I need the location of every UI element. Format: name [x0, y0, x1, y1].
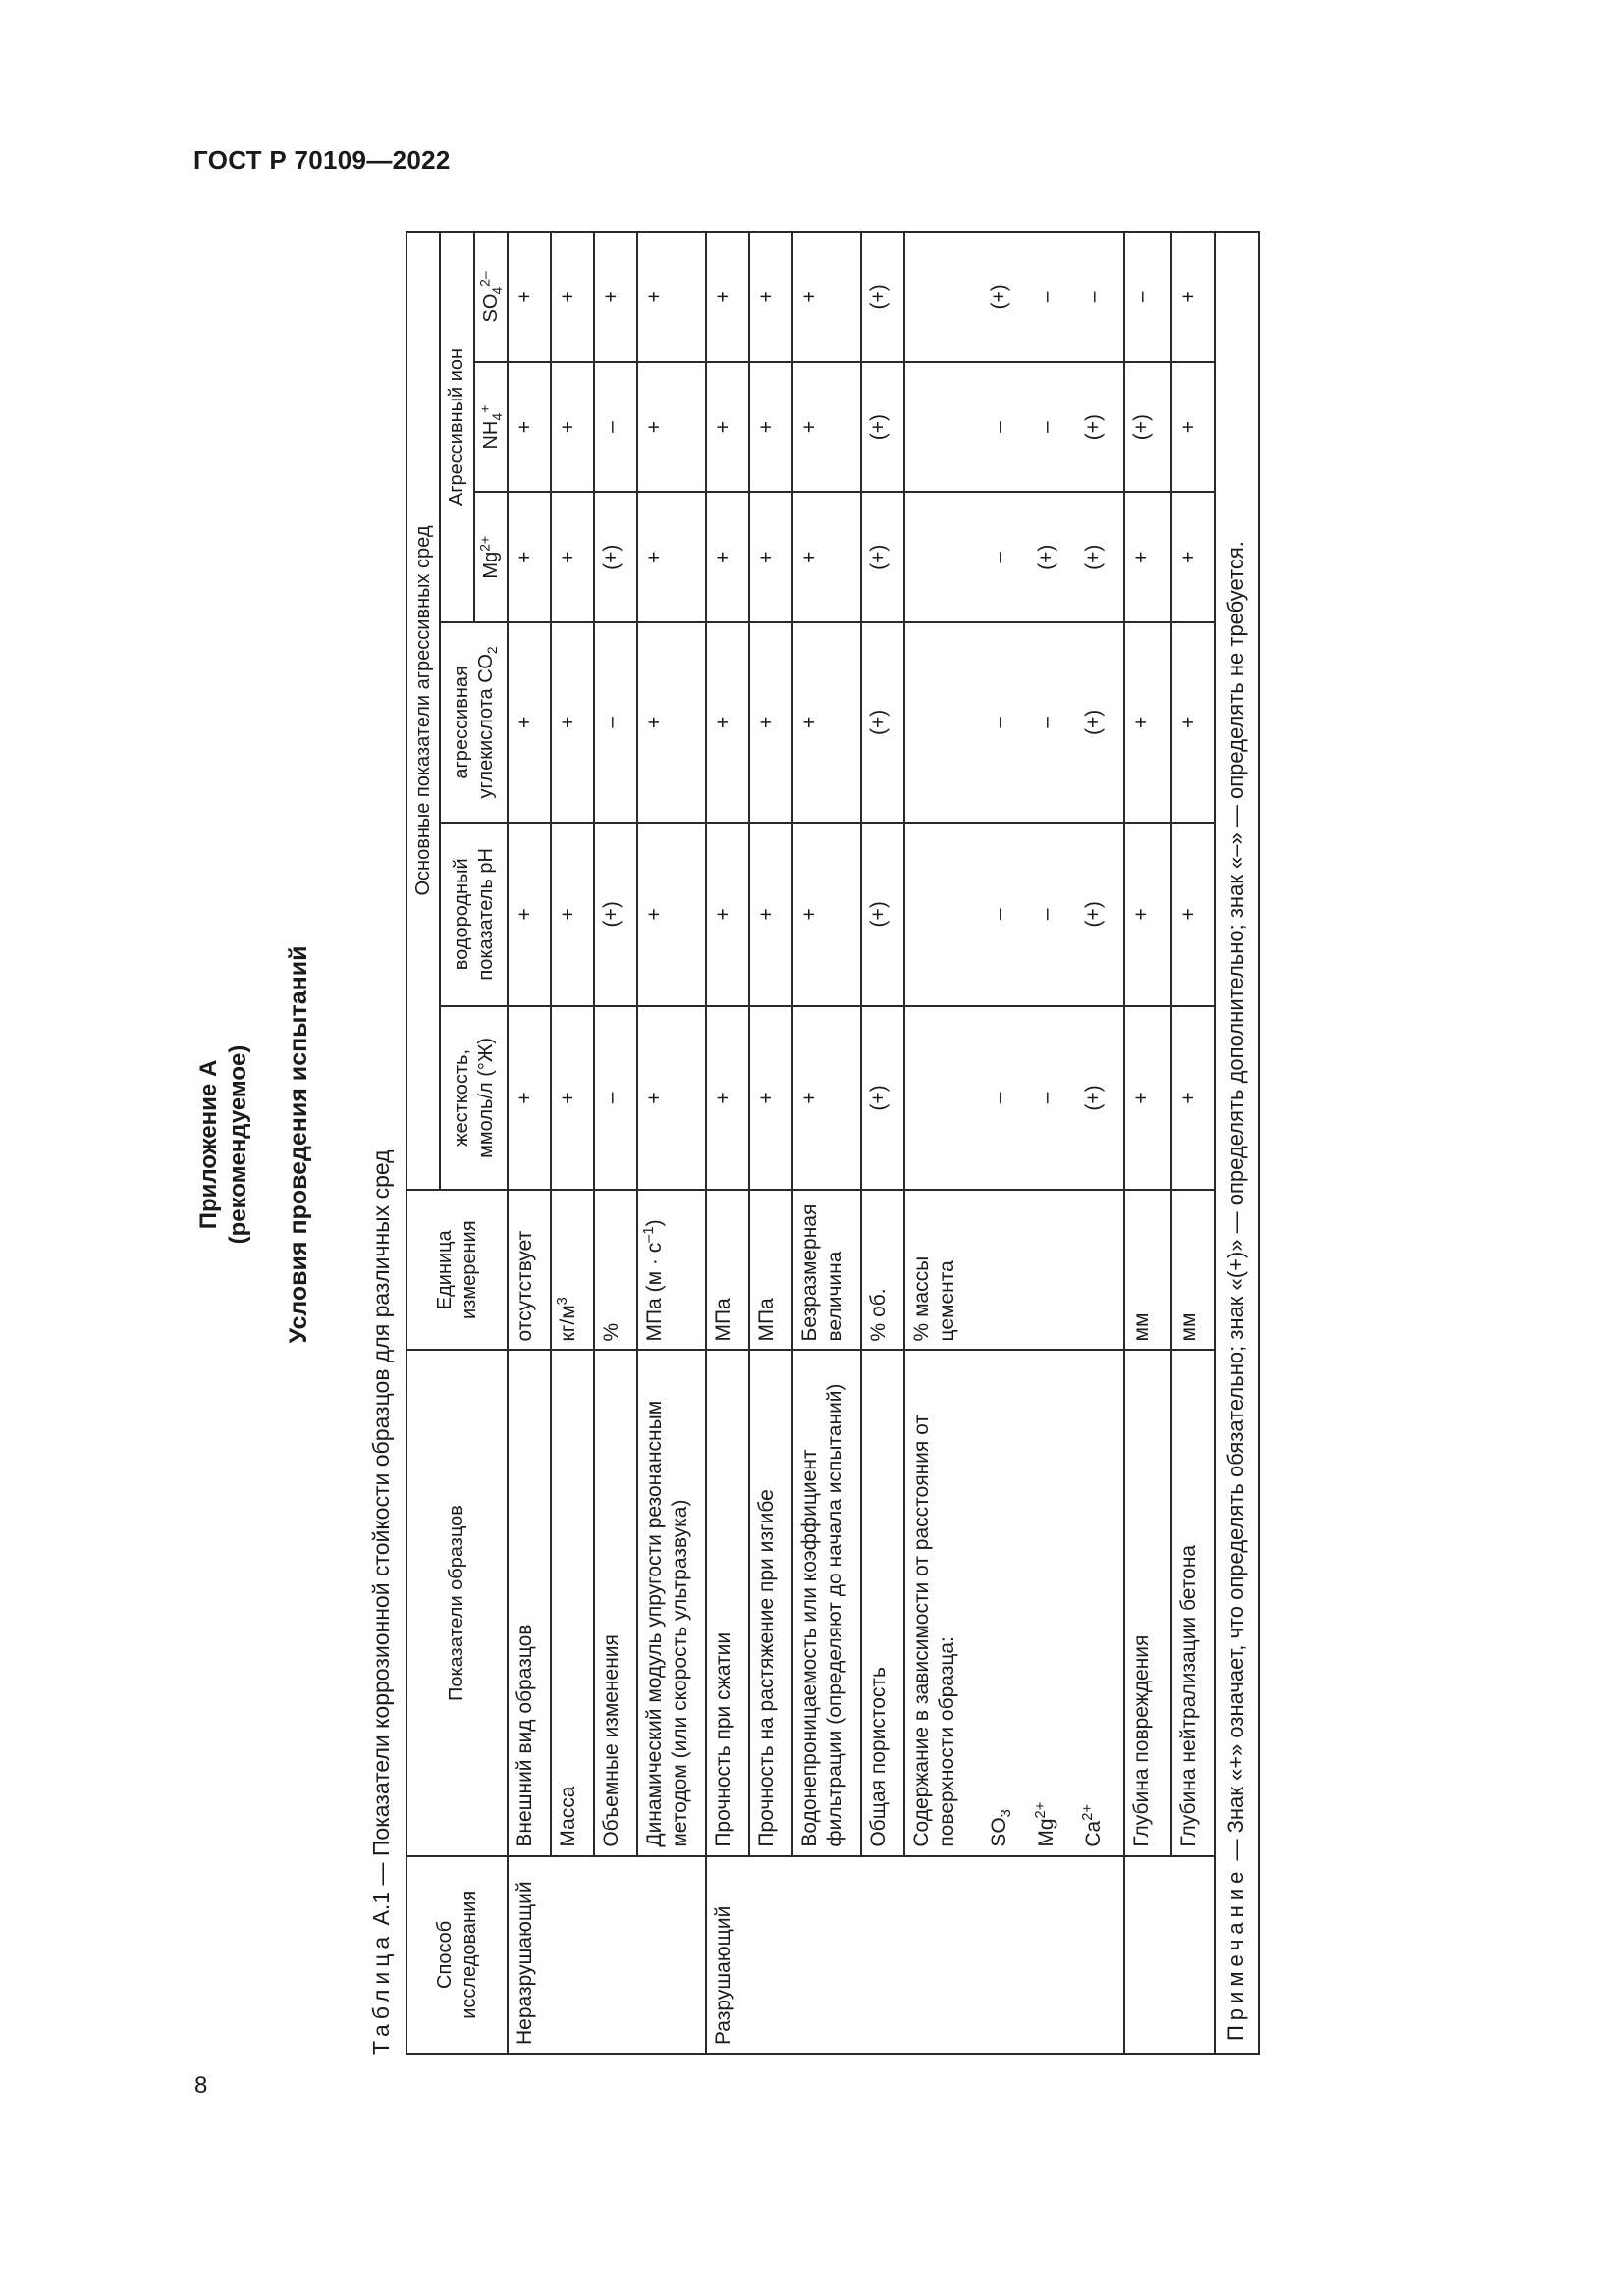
value-cell: +: [749, 823, 792, 1006]
value-cell: (+): [861, 492, 904, 622]
value-cell: +: [1171, 1006, 1215, 1190]
header-co2-sub: 2: [483, 646, 500, 655]
value-cell: +: [551, 362, 594, 493]
unit-cell: %: [594, 1190, 637, 1350]
value-cell-empty: [904, 362, 983, 493]
value-cell: +: [551, 622, 594, 823]
method-nondestructive: Неразрушающий: [508, 1856, 551, 2054]
value-cell: +: [1171, 232, 1215, 362]
value-cell: +: [749, 232, 792, 362]
unit-cell-empty: [1077, 1190, 1124, 1350]
appendix-heading: Условия проведения испытаний: [285, 945, 312, 1344]
sub-label: Mg: [1035, 1818, 1058, 1847]
header-nh4: [474, 362, 508, 493]
header-main: Основные показатели агрессивных сред: [406, 232, 440, 1190]
rotated-page-content: [191, 231, 1399, 2058]
unit-sup: –1: [641, 1226, 658, 1243]
unit-cell: мм: [1171, 1190, 1215, 1350]
header-indicator: Показатели образцов: [406, 1350, 508, 1855]
value-cell: –: [1030, 823, 1077, 1006]
method-empty: [749, 1856, 792, 2054]
unit-cell: % массы цемента: [904, 1190, 983, 1350]
value-cell: +: [637, 823, 706, 1006]
unit-cell: мм: [1124, 1190, 1171, 1350]
method-empty: [792, 1856, 861, 2054]
value-cell: +: [551, 232, 594, 362]
unit-cell: [551, 1190, 594, 1350]
header-co2-text: агрессивная углекислота СО: [451, 654, 497, 799]
value-cell: –: [983, 622, 1030, 823]
header-mg: [474, 492, 508, 622]
value-cell: +: [706, 232, 749, 362]
value-cell: +: [749, 492, 792, 622]
value-cell: +: [508, 492, 551, 622]
value-cell: +: [637, 362, 706, 493]
value-cell: +: [792, 232, 861, 362]
header-method: Способ исследования: [406, 1856, 508, 2054]
value-cell: (+): [861, 622, 904, 823]
indicator-cell: [1030, 1350, 1077, 1855]
sub-label: Ca: [1082, 1820, 1106, 1847]
indicator-cell: Объемные изменения: [594, 1350, 637, 1855]
sub-label-sup: 2+: [1033, 1801, 1050, 1819]
value-cell: –: [1030, 1006, 1077, 1190]
value-cell: +: [508, 232, 551, 362]
value-cell: +: [792, 823, 861, 1006]
indicator-cell: Внешний вид образцов: [508, 1350, 551, 1855]
value-cell: +: [508, 823, 551, 1006]
value-cell: +: [637, 1006, 706, 1190]
indicator-cell: [1077, 1350, 1124, 1855]
sub-label: SO: [988, 1817, 1011, 1847]
value-cell: (+): [594, 823, 637, 1006]
value-cell: +: [637, 622, 706, 823]
unit-cell: МПа: [706, 1190, 749, 1350]
indicator-cell: Водонепроницаемость или коэффициент фильтрации (определяют до начала испытаний): [792, 1350, 861, 1855]
document-header: ГОСТ Р 70109—2022: [193, 145, 451, 175]
method-empty: [904, 1856, 983, 2054]
method-empty: [983, 1856, 1030, 2054]
value-cell-empty: [904, 823, 983, 1006]
appendix-subtitle: (рекомендуемое): [225, 1044, 251, 1245]
value-cell: (+): [1077, 492, 1124, 622]
indicator-cell: Глубина повреждения: [1124, 1350, 1171, 1855]
value-cell: (+): [983, 232, 1030, 362]
value-cell: (+): [1030, 492, 1077, 622]
table-caption-prefix: Таблица: [368, 1931, 394, 2055]
value-cell: +: [706, 492, 749, 622]
value-cell: (+): [1124, 362, 1171, 493]
value-cell: +: [792, 362, 861, 493]
header-co2: [440, 622, 508, 823]
value-cell: (+): [1077, 622, 1124, 823]
table-caption: [368, 1149, 395, 2055]
indicator-cell: Глубина нейтрализации бетона: [1171, 1350, 1215, 1855]
value-cell: +: [792, 622, 861, 823]
value-cell: +: [637, 492, 706, 622]
header-hardness: жесткость, ммоль/л (°Ж): [440, 1006, 508, 1190]
value-cell: +: [551, 492, 594, 622]
header-mg-sup: 2+: [476, 535, 493, 552]
sub-label-sup: 2+: [1080, 1804, 1097, 1821]
header-nh-text: NH: [479, 420, 502, 450]
value-cell: (+): [1077, 362, 1124, 493]
value-cell: –: [594, 1006, 637, 1190]
header-ion-group: Агрессивный ион: [440, 232, 473, 622]
value-cell: +: [749, 362, 792, 493]
value-cell: +: [637, 232, 706, 362]
value-cell: +: [594, 232, 637, 362]
value-cell: +: [792, 1006, 861, 1190]
value-cell: +: [508, 622, 551, 823]
value-cell: –: [1077, 232, 1124, 362]
unit-cell: [637, 1190, 706, 1350]
value-cell: +: [792, 492, 861, 622]
value-cell: +: [1124, 1006, 1171, 1190]
value-cell: +: [749, 1006, 792, 1190]
value-cell: +: [508, 362, 551, 493]
unit-sup: 3: [555, 1297, 571, 1306]
value-cell: (+): [861, 1006, 904, 1190]
corrosion-table: [406, 231, 1260, 2055]
value-cell-empty: [904, 232, 983, 362]
method-empty: [551, 1856, 594, 2054]
value-cell: +: [1124, 492, 1171, 622]
table-caption-text: А.1 — Показатели коррозионной стойкости образцов для различных сред: [368, 1149, 394, 1926]
value-cell-empty: [904, 492, 983, 622]
indicator-cell: Динамический модуль упругости резонансным методом (или скорость ультразвука): [637, 1350, 706, 1855]
indicator-cell: Прочность на растяжение при изгибе: [749, 1350, 792, 1855]
indicator-cell: Прочность при сжатии: [706, 1350, 749, 1855]
header-mg-text: Mg: [479, 551, 502, 579]
value-cell: –: [594, 622, 637, 823]
sub-label-sub: 3: [999, 1809, 1015, 1818]
value-cell: +: [1124, 622, 1171, 823]
value-cell: +: [706, 622, 749, 823]
header-so-sup: 2–: [476, 271, 493, 287]
note-text: — Знак «+» означает, что определять обязательно; знак «(+)» — определять дополнительно; знак «–» — определять не требуется.: [1223, 541, 1249, 1867]
value-cell: (+): [1077, 823, 1124, 1006]
unit-cell-empty: [983, 1190, 1030, 1350]
value-cell: –: [594, 362, 637, 493]
method-empty: [861, 1856, 904, 2054]
unit-tail: ): [643, 1219, 667, 1227]
method-empty: [637, 1856, 706, 2054]
value-cell: +: [1171, 823, 1215, 1006]
method-empty: [1171, 1856, 1215, 2054]
header-so-sub: 4: [488, 286, 505, 294]
value-cell: –: [1030, 232, 1077, 362]
method-empty: [1077, 1856, 1124, 2054]
value-cell: –: [983, 362, 1030, 493]
unit-text: МПа (м · с: [643, 1242, 667, 1342]
indicator-cell: Общая пористость: [861, 1350, 904, 1855]
indicator-cell: [983, 1350, 1030, 1855]
value-cell: +: [749, 622, 792, 823]
method-empty: [1124, 1856, 1171, 2054]
value-cell: (+): [1077, 1006, 1124, 1190]
method-destructive: Разрушающий: [706, 1856, 749, 2054]
unit-cell: отсутствует: [508, 1190, 551, 1350]
value-cell: (+): [594, 492, 637, 622]
unit-cell: % об.: [861, 1190, 904, 1350]
appendix-title: Приложение А: [195, 1059, 222, 1230]
header-nh-sup: +: [476, 404, 493, 413]
value-cell: (+): [861, 823, 904, 1006]
value-cell: (+): [861, 362, 904, 493]
value-cell: +: [1171, 622, 1215, 823]
value-cell: (+): [861, 232, 904, 362]
table-note: [1215, 232, 1259, 2054]
value-cell: +: [706, 823, 749, 1006]
value-cell: –: [983, 1006, 1030, 1190]
indicator-cell: Масса: [551, 1350, 594, 1855]
header-so4: [474, 232, 508, 362]
unit-text: кг/м: [557, 1305, 580, 1342]
value-cell: +: [551, 1006, 594, 1190]
value-cell: +: [1171, 362, 1215, 493]
indicator-cell: Содержание в зависимости от расстояния от поверхности образца:: [904, 1350, 983, 1855]
value-cell: –: [1030, 362, 1077, 493]
value-cell: –: [1030, 622, 1077, 823]
value-cell: +: [706, 1006, 749, 1190]
header-ph: водородный показатель pH: [440, 823, 508, 1006]
value-cell: +: [551, 823, 594, 1006]
method-empty: [1030, 1856, 1077, 2054]
header-so-text: SO: [479, 294, 502, 323]
unit-cell: МПа: [749, 1190, 792, 1350]
value-cell: –: [1124, 232, 1171, 362]
page-number: 8: [194, 2072, 208, 2099]
value-cell-empty: [904, 622, 983, 823]
value-cell: +: [508, 1006, 551, 1190]
value-cell: +: [1171, 492, 1215, 622]
header-unit: Единица измерения: [406, 1190, 508, 1350]
value-cell: –: [983, 823, 1030, 1006]
method-empty: [594, 1856, 637, 2054]
header-nh-sub: 4: [488, 412, 505, 421]
note-label: Примечание: [1223, 1866, 1249, 2041]
value-cell: –: [983, 492, 1030, 622]
value-cell-empty: [904, 1006, 983, 1190]
unit-cell-empty: [1030, 1190, 1077, 1350]
unit-cell: Безразмерная величина: [792, 1190, 861, 1350]
value-cell: +: [706, 362, 749, 493]
value-cell: +: [1124, 823, 1171, 1006]
